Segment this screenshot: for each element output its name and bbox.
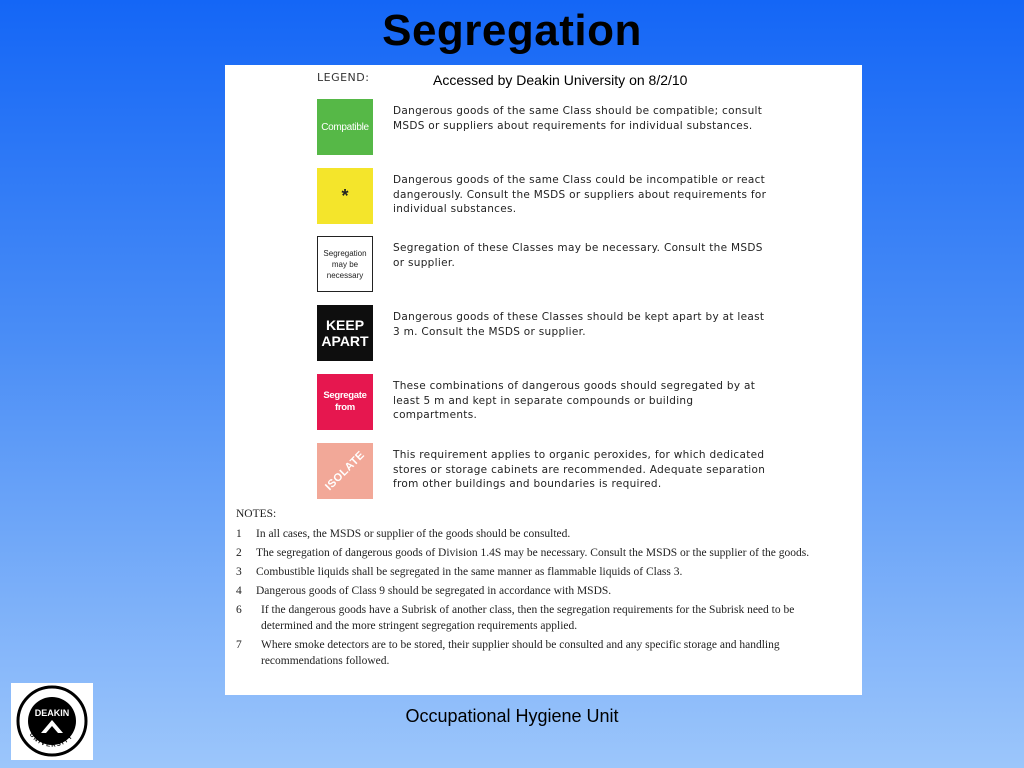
- note-number: 3: [236, 566, 242, 578]
- note-item: [236, 564, 842, 580]
- asterisk-badge: *: [317, 168, 373, 224]
- slide-title: Segregation: [382, 6, 642, 55]
- note-item: [236, 583, 842, 599]
- slide-footer: Occupational Hygiene Unit: [405, 706, 619, 726]
- segregate-from-badge: Segregate from: [317, 374, 373, 430]
- legend-text: Segregation of these Classes may be necessary. Consult the MSDS or supplier.: [393, 242, 763, 269]
- note-number: 2: [236, 547, 242, 559]
- legend-label: LEGEND:: [317, 71, 370, 84]
- legend-text: Dangerous goods of the same Class could be incompatible or react dangerously. Consult the MSDS or suppliers about requirements for individual substances.: [393, 174, 767, 215]
- note-text: The segregation of dangerous goods of Division 1.4S may be necessary. Consult the MSDS or the supplier of the goods.: [256, 547, 810, 559]
- note-item: [236, 526, 842, 542]
- logo-subtitle: UNIVERSITY: [27, 732, 75, 749]
- accessed-note: Accessed by Deakin University on 8/2/10: [433, 72, 688, 88]
- legend-panel: [225, 65, 862, 695]
- note-text: If the dangerous goods have a Subrisk of another class, then the segregation requirements for the Subrisk need to be determined and the more stringent segregation requirements applied.: [261, 604, 795, 632]
- isolate-badge-label: ISOLATE: [322, 448, 368, 494]
- note-text: In all cases, the MSDS or supplier of the goods should be consulted.: [256, 528, 571, 540]
- note-item: [236, 545, 842, 561]
- note-number: 7: [236, 639, 242, 651]
- compatible-badge: Compatible: [317, 99, 373, 155]
- legend-text: Dangerous goods of the same Class should be compatible; consult MSDS or suppliers about requirements for individual substances.: [393, 105, 763, 132]
- logo-wordmark: DEAKIN: [34, 708, 70, 718]
- legend-text: These combinations of dangerous goods should segregated by at least 5 m and kept in separate compounds or building compartments.: [393, 380, 756, 421]
- notes-section: [236, 508, 842, 672]
- note-text: Dangerous goods of Class 9 should be segregated in accordance with MSDS.: [256, 585, 612, 597]
- note-item: [236, 637, 842, 669]
- note-item: [236, 602, 842, 634]
- legend-text: This requirement applies to organic peroxides, for which dedicated stores or storage cabinets are recommended. Adequate separation from other buildings and boundaries is required.: [393, 449, 766, 490]
- segregation-badge: Segregation may be necessary: [317, 236, 373, 292]
- note-number: 6: [236, 604, 242, 616]
- isolate-badge: [317, 443, 373, 499]
- note-number: 4: [236, 585, 242, 597]
- legend-text: Dangerous goods of these Classes should be kept apart by at least 3 m. Consult the MSDS or supplier.: [393, 311, 765, 338]
- note-number: 1: [236, 528, 242, 540]
- keep-apart-badge: KEEP APART: [317, 305, 373, 361]
- note-text: Combustible liquids shall be segregated in the same manner as flammable liquids of Class 3.: [256, 566, 683, 578]
- notes-heading: NOTES:: [236, 508, 277, 520]
- note-text: Where smoke detectors are to be stored, their supplier should be consulted and any specific storage and handling recommendations followed.: [261, 639, 780, 667]
